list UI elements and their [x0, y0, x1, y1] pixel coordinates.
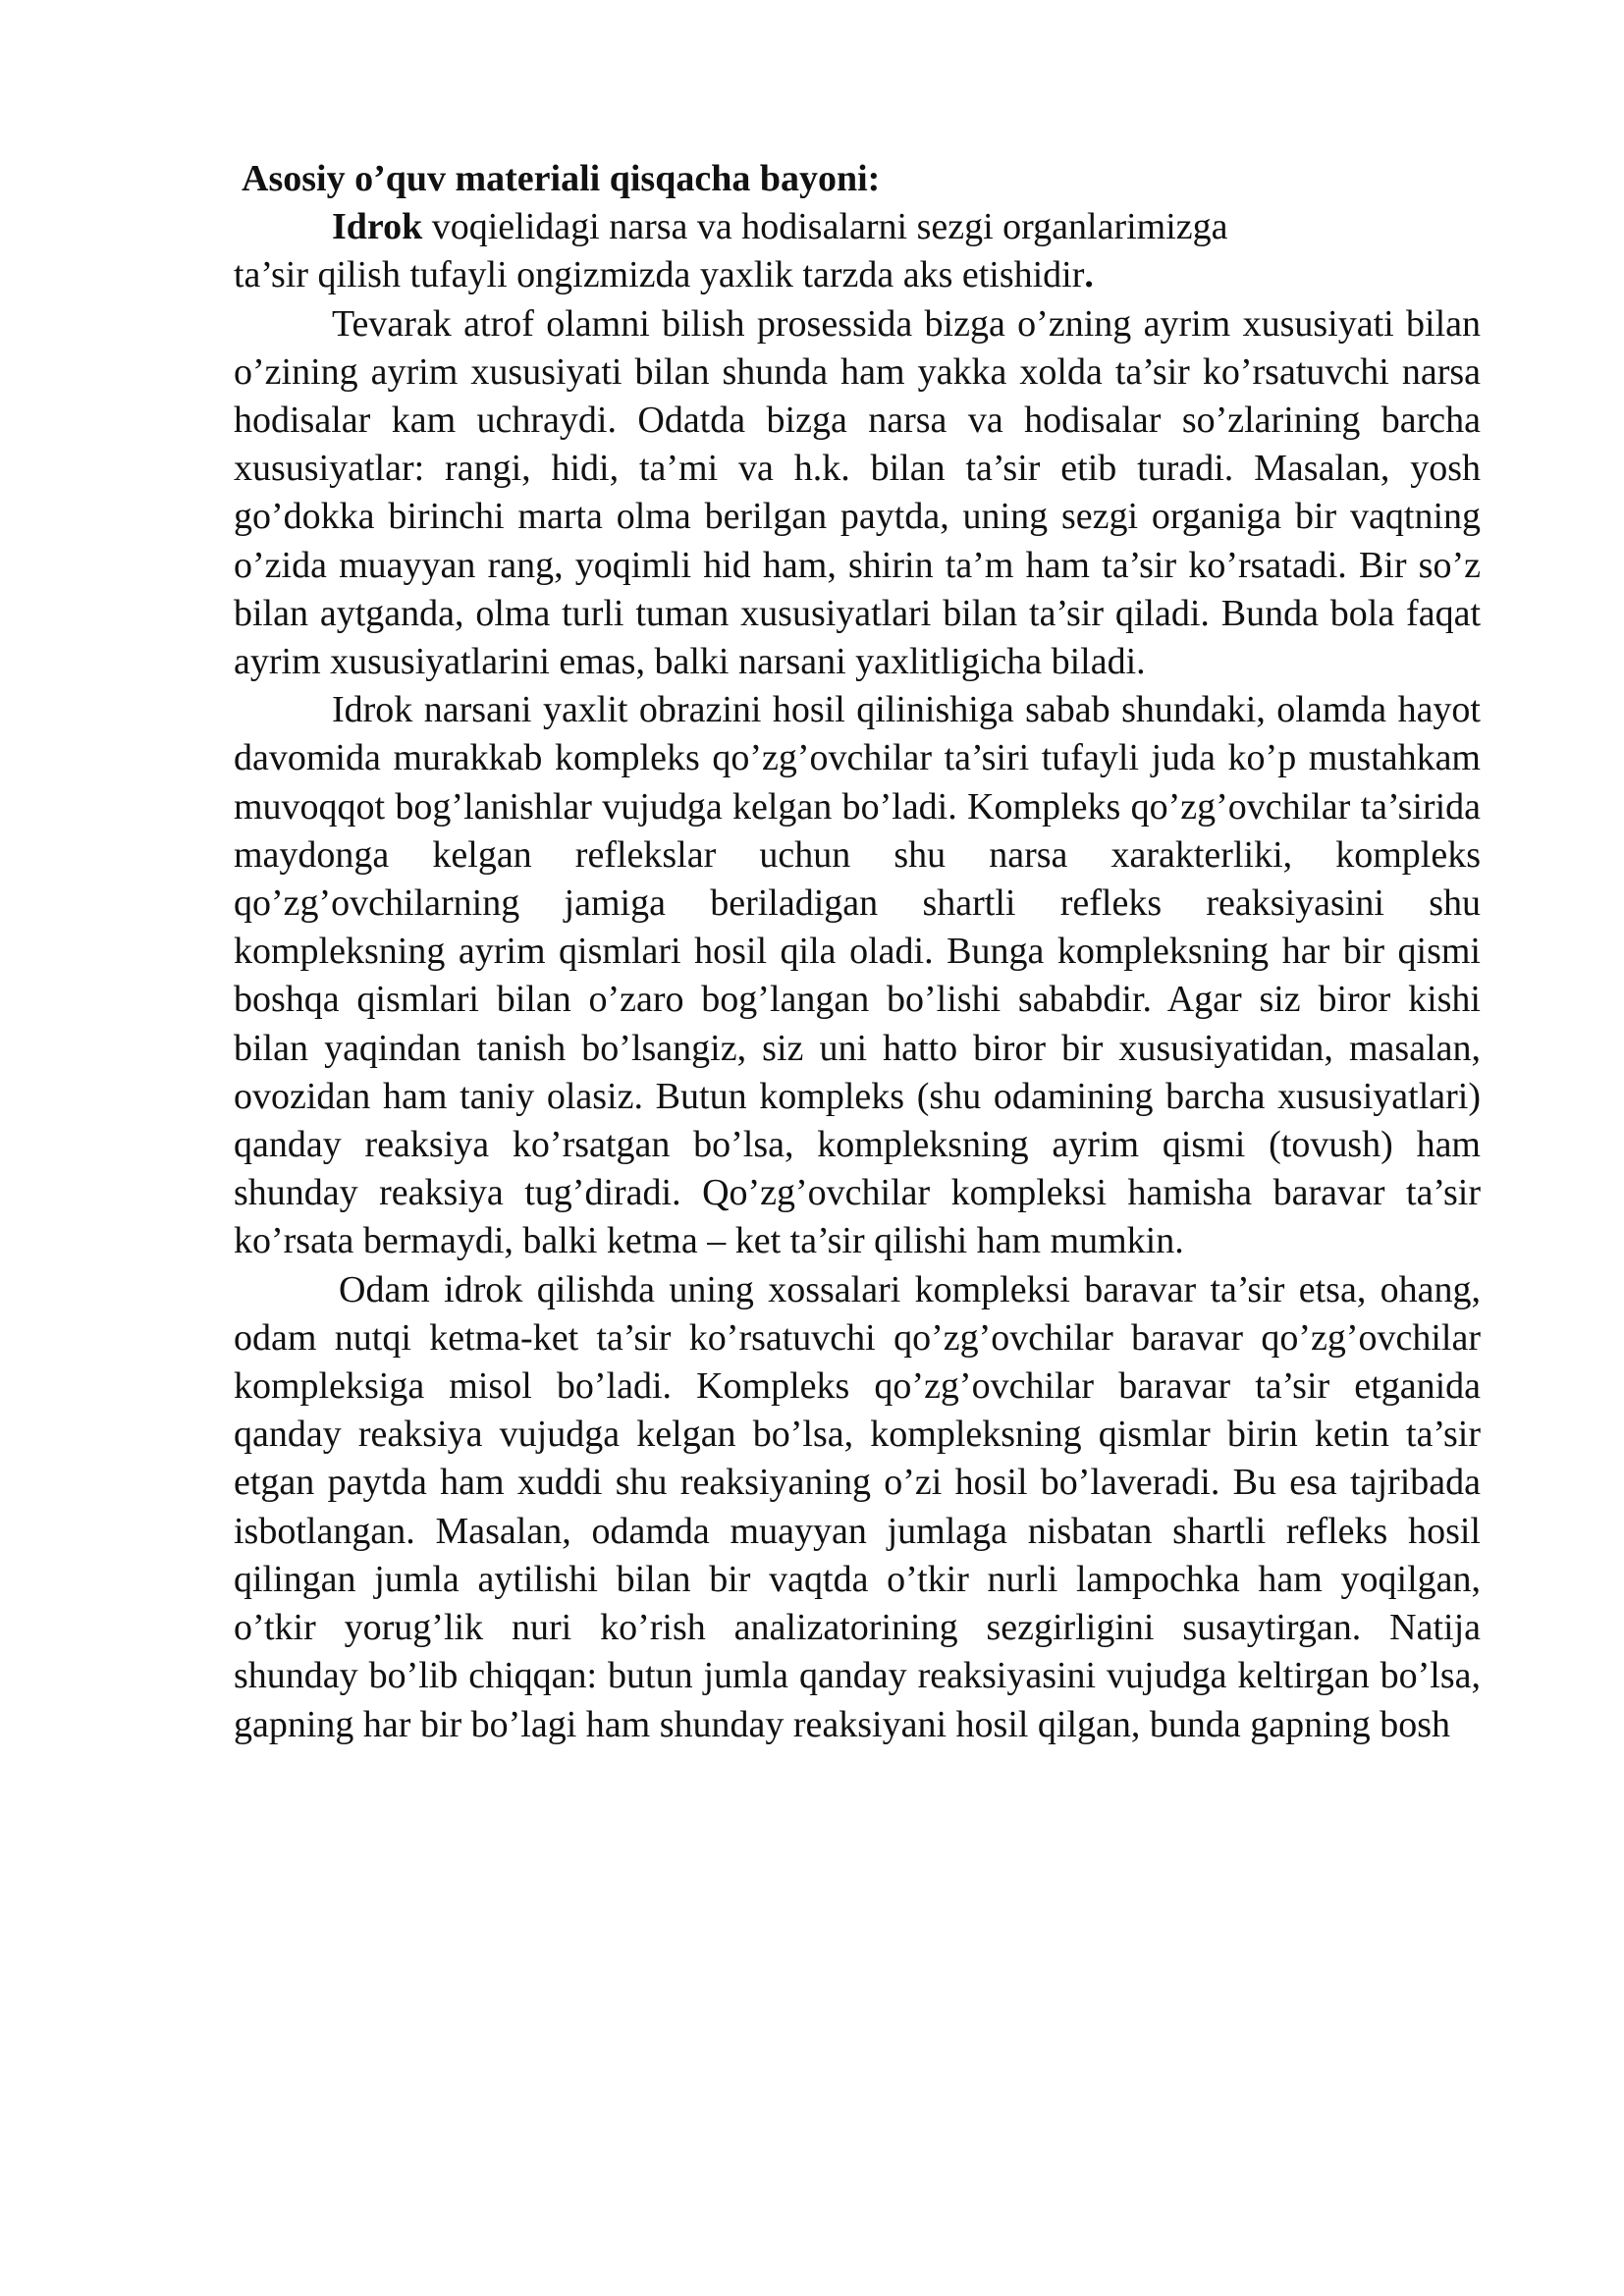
definition-line-1: voqielidagi narsa va hodisalarni sezgi organlarimizga	[422, 206, 1228, 248]
document-page	[234, 155, 1481, 1749]
section-heading: Asosiy o’quv materiali qisqacha bayoni:	[242, 158, 881, 199]
body-paragraph-2: Idrok narsani yaxlit obrazini hosil qilinishiga sabab shundaki, olamda hayot davomida murakkab kompleks qo’zg’ovchilar ta’siri tufayli juda ko’p mustahkam muvoqqot bog’lanishlar vujudga kelgan bo’ladi. Kompleks qo’zg’ovchilar ta’sirida maydonga kelgan reflekslar uchun shu narsa xarakterliki, kompleks qo’zg’ovchilarning jamiga beriladigan shartli refleks reaksiyasini shu kompleksning ayrim qismlari hosil qila oladi. Bunga kompleksning har bir qismi boshqa qismlari bilan o’zaro bog’langan bo’lishi sababdir. Agar siz biror kishi bilan yaqindan tanish bo’lsangiz, siz uni hatto biror bir xususiyatidan, masalan, ovozidan ham taniy olasiz. Butun kompleks (shu odamining barcha xususiyatlari) qanday reaksiya ko’rsatgan bo’lsa, kompleksning ayrim qismi (tovush) ham shunday reaksiya tug’diradi. Qo’zg’ovchilar kompleksi hamisha baravar ta’sir ko’rsata bermaydi, balki ketma – ket ta’sir qilishi ham mumkin.	[234, 689, 1481, 1262]
definition-line-2: ta’sir qilish tufayli ongizmizda yaxlik tarzda aks etishidir	[234, 254, 1085, 296]
body-paragraph-1: Tevarak atrof olamni bilish prosessida bizga o’zning ayrim xususiyati bilan o’zining ayrim xususiyati bilan shunda ham yakka xolda ta’sir ko’rsatuvchi narsa hodisalar kam uchraydi. Odatda bizga narsa va hodisalar so’zlarining barcha xususiyatlar: rangi, hidi, ta’mi va h.k. bilan ta’sir etib turadi. Masalan, yosh go’dokka birinchi marta olma berilgan paytda, uning sezgi organiga bir vaqtning o’zida muayyan rang, yoqimli hid ham, shirin ta’m ham ta’sir ko’rsatadi. Bir so’z bilan aytganda, olma turli tuman xususiyatlari bilan ta’sir qiladi. Bunda bola faqat ayrim xususiyatlarini emas, balki narsani yaxlitligicha biladi.	[234, 302, 1481, 683]
definition-term: Idrok	[332, 206, 423, 248]
definition-end-mark: .	[1084, 254, 1094, 296]
definition-paragraph	[234, 203, 1481, 299]
body-paragraph-3: Odam idrok qilishda uning xossalari kompleksi baravar ta’sir etsa, ohang, odam nutqi ketma-ket ta’sir ko’rsatuvchi qo’zg’ovchilar baravar qo’zg’ovchilar kompleksiga misol bo’ladi. Kompleks qo’zg’ovchilar baravar ta’sir etganida qanday reaksiya vujudga kelgan bo’lsa, kompleksning qismlar birin ketin ta’sir etgan paytda ham xuddi shu reaksiyaning o’zi hosil bo’laveradi. Bu esa tajribada isbotlangan. Masalan, odamda muayyan jumlaga nisbatan shartli refleks hosil qilingan jumla aytilishi bilan bir vaqtda o’tkir nurli lampochka ham yoqilgan, o’tkir yorug’lik nuri ko’rish analizatorining sezgirligini susaytirgan. Natija shunday bo’lib chiqqan: butun jumla qanday reaksiyasini vujudga keltirgan bo’lsa, gapning har bir bo’lagi ham shunday reaksiyani hosil qilgan, bunda gapning bosh	[234, 1268, 1481, 1745]
